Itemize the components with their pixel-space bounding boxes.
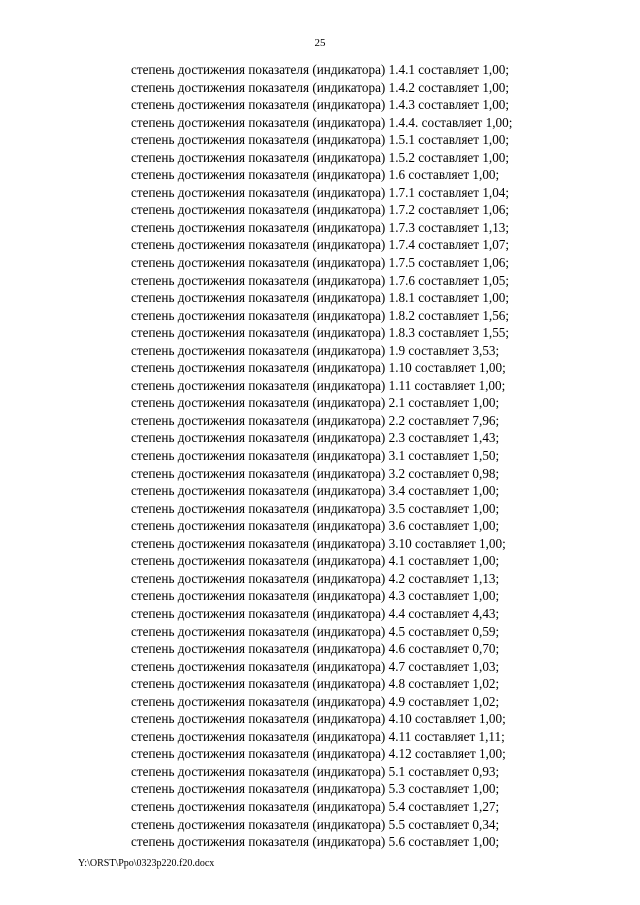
indicator-line: степень достижения показателя (индикатора) 4.3 составляет 1,00; [131,588,500,604]
indicator-line: степень достижения показателя (индикатора) 4.11 составляет 1,11; [131,728,505,744]
indicator-line: степень достижения показателя (индикатора) 3.2 составляет 0,98; [131,465,500,481]
indicator-line: степень достижения показателя (индикатора) 3.5 составляет 1,00; [131,500,500,516]
footer-file-path: Y:\ORST\Ppo\0323p220.f20.docx [78,858,215,869]
indicator-line: степень достижения показателя (индикатора) 4.10 составляет 1,00; [131,711,506,727]
indicator-line: степень достижения показателя (индикатора) 5.5 составляет 0,34; [131,816,500,832]
indicator-line: степень достижения показателя (индикатора) 5.3 составляет 1,00; [131,781,500,797]
indicator-line: степень достижения показателя (индикатора) 1.4.2 составляет 1,00; [131,79,510,95]
indicator-line: степень достижения показателя (индикатора) 2.3 составляет 1,43; [131,430,500,446]
indicator-line: степень достижения показателя (индикатора) 3.6 составляет 1,00; [131,518,500,534]
indicator-line: степень достижения показателя (индикатора) 1.7.1 составляет 1,04; [131,184,510,200]
indicator-line: степень достижения показателя (индикатора) 4.6 составляет 0,70; [131,641,500,657]
indicator-line: степень достижения показателя (индикатора) 1.8.1 составляет 1,00; [131,290,510,306]
indicator-line: степень достижения показателя (индикатора) 4.12 составляет 1,00; [131,746,506,762]
indicator-line: степень достижения показателя (индикатора) 5.6 составляет 1,00; [131,834,500,850]
indicator-line: степень достижения показателя (индикатора) 1.7.6 составляет 1,05; [131,272,510,288]
indicator-line: степень достижения показателя (индикатора) 1.7.3 составляет 1,13; [131,219,510,235]
indicator-line: степень достижения показателя (индикатора) 1.7.5 составляет 1,06; [131,255,510,271]
indicator-line: степень достижения показателя (индикатора) 1.6 составляет 1,00; [131,167,500,183]
indicator-line: степень достижения показателя (индикатора) 1.10 составляет 1,00; [131,360,506,376]
indicator-line: степень достижения показателя (индикатора) 4.4 составляет 4,43; [131,605,500,621]
indicator-line: степень достижения показателя (индикатора) 1.4.3 составляет 1,00; [131,97,510,113]
indicator-line: степень достижения показателя (индикатора) 4.9 составляет 1,02; [131,693,500,709]
indicator-line: степень достижения показателя (индикатора) 3.1 составляет 1,50; [131,448,500,464]
indicator-line: степень достижения показателя (индикатора) 2.1 составляет 1,00; [131,395,500,411]
indicator-line: степень достижения показателя (индикатора) 1.4.1 составляет 1,00; [131,62,510,77]
indicator-line: степень достижения показателя (индикатора) 1.5.2 составляет 1,00; [131,149,510,165]
indicator-line: степень достижения показателя (индикатора) 1.8.2 составляет 1,56; [131,307,510,323]
indicator-line: степень достижения показателя (индикатора) 1.5.1 составляет 1,00; [131,132,510,148]
indicator-line: степень достижения показателя (индикатора) 1.4.4. составляет 1,00; [131,114,513,130]
indicator-line: степень достижения показателя (индикатора) 1.9 составляет 3,53; [131,342,500,358]
indicator-line: степень достижения показателя (индикатора) 2.2 составляет 7,96; [131,412,500,428]
indicator-line: степень достижения показателя (индикатора) 1.7.4 составляет 1,07; [131,237,510,253]
indicator-line: степень достижения показателя (индикатора) 3.4 составляет 1,00; [131,483,500,499]
indicator-line: степень достижения показателя (индикатора) 4.7 составляет 1,03; [131,658,500,674]
indicator-line: степень достижения показателя (индикатора) 1.8.3 составляет 1,55; [131,325,510,341]
page-number: 25 [314,37,326,49]
indicator-line: степень достижения показателя (индикатора) 4.8 составляет 1,02; [131,676,500,692]
indicator-line: степень достижения показателя (индикатора) 4.5 составляет 0,59; [131,623,500,639]
indicator-line: степень достижения показателя (индикатора) 3.10 составляет 1,00; [131,535,506,551]
indicator-line: степень достижения показателя (индикатора) 4.2 составляет 1,13; [131,570,500,586]
indicator-line: степень достижения показателя (индикатора) 5.1 составляет 0,93; [131,763,500,779]
indicator-line: степень достижения показателя (индикатора) 5.4 составляет 1,27; [131,798,500,814]
indicator-line: степень достижения показателя (индикатора) 1.11 составляет 1,00; [131,377,506,393]
indicator-line: степень достижения показателя (индикатора) 4.1 составляет 1,00; [131,553,500,569]
indicator-list [131,61,512,851]
indicator-line: степень достижения показателя (индикатора) 1.7.2 составляет 1,06; [131,202,510,218]
